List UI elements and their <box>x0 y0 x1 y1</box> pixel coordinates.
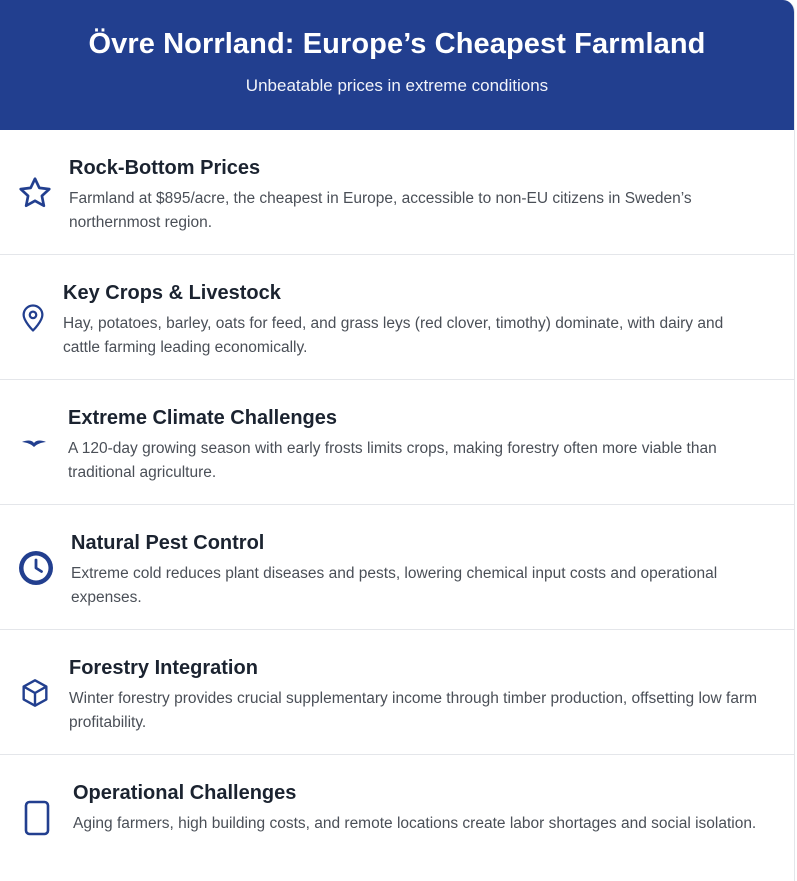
star-icon <box>15 130 55 255</box>
feature-title: Operational Challenges <box>73 782 297 804</box>
feature-item-pest <box>0 505 794 630</box>
header-banner <box>0 0 794 130</box>
feature-item-climate <box>0 380 794 505</box>
feature-item-operational <box>0 755 794 880</box>
feature-title: Rock-Bottom Prices <box>69 157 261 179</box>
feature-title: Forestry Integration <box>69 657 258 679</box>
feature-description: Winter forestry provides crucial supplementary income through timber production, offsetting low farm profitability. <box>69 690 758 731</box>
feature-description: Hay, potatoes, barley, oats for feed, and grass leys (red clover, timothy) dominate, with dairy and cattle farming leading economically. <box>63 315 724 356</box>
page-subtitle: Unbeatable prices in extreme conditions <box>245 76 549 95</box>
feature-description: A 120-day growing season with early frosts limits crops, making forestry often more viable than traditional agriculture. <box>68 440 717 481</box>
feature-description: Extreme cold reduces plant diseases and pests, lowering chemical input costs and operational expenses. <box>71 565 718 606</box>
cube-icon <box>15 630 55 755</box>
feature-title: Natural Pest Control <box>71 532 265 554</box>
map-pin-icon <box>13 255 53 380</box>
wind-icon <box>14 380 54 505</box>
feature-description: Farmland at $895/acre, the cheapest in Europe, accessible to non-EU citizens in Sweden’s northernmost region. <box>69 190 692 231</box>
clock-icon <box>16 505 56 630</box>
feature-item-prices <box>0 130 794 255</box>
feature-description: Aging farmers, high building costs, and remote locations create labor shortages and social isolation. <box>73 815 757 832</box>
feature-item-forestry <box>0 630 794 755</box>
feature-item-crops <box>0 255 794 380</box>
feature-title: Key Crops & Livestock <box>63 282 281 304</box>
page-title: Övre Norrland: Europe’s Cheapest Farmland <box>88 28 706 60</box>
tablet-icon <box>17 755 57 880</box>
feature-title: Extreme Climate Challenges <box>68 407 337 429</box>
